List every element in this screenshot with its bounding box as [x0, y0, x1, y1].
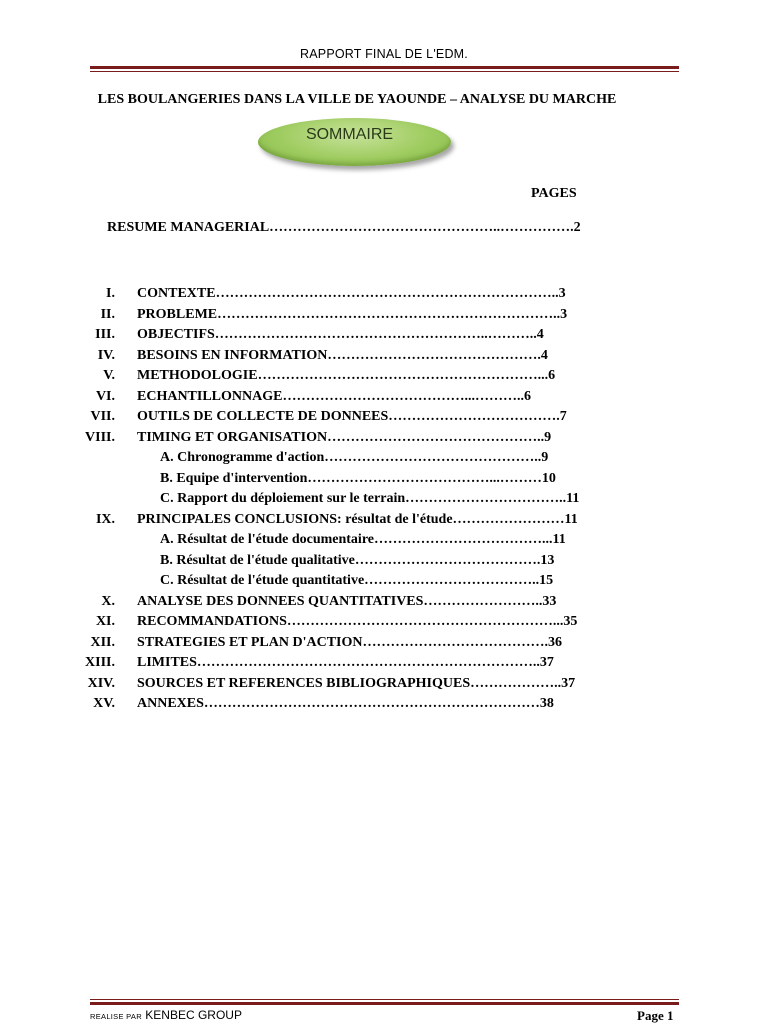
page-number: Page 1 — [637, 1008, 674, 1023]
toc-entry-text: SOURCES ET REFERENCES BIBLIOGRAPHIQUES………………..37 — [137, 675, 576, 691]
toc-entry-text: C. Rapport du déploiement sur le terrain……………………………..11 — [160, 491, 580, 506]
toc-entry-number: V. — [103, 368, 115, 383]
toc-entry-text: RECOMMANDATIONS…………………………………………………...35 — [137, 614, 578, 629]
sommaire-badge — [258, 118, 451, 166]
toc-entry-text: PROBLEME………………………………………………………………..3 — [137, 306, 568, 322]
header-rule-thin — [90, 71, 679, 72]
toc-entry-text: LIMITES………………………………………………………………..37 — [137, 655, 554, 670]
toc-entry-number: VI. — [95, 388, 115, 404]
sommaire-label: SOMMAIRE — [305, 126, 394, 143]
toc-entry-number: IX. — [95, 511, 115, 527]
toc-entry-text: ANNEXES………………………………………………………………38 — [137, 696, 554, 711]
toc-entry-text: OBJECTIFS…………………………………………………..………..4 — [137, 327, 544, 342]
toc-entry-number: I. — [106, 286, 115, 301]
header-rule-thick — [90, 66, 679, 69]
footer-rule-thin — [90, 999, 679, 1000]
toc-summary-entry[interactable]: RESUME MANAGERIAL…………………………………………..…………….2 — [107, 220, 581, 235]
toc-entry-number: VIII. — [85, 429, 115, 445]
footer-company: KENBEC GROUP — [145, 1008, 242, 1022]
toc-entry-text: B. Résultat de l'étude qualitative………………………………….13 — [160, 552, 555, 568]
toc-entry-text: STRATEGIES ET PLAN D'ACTION………………………………….36 — [137, 634, 562, 650]
toc-entry-text: METHODOLOGIE……………………………………………………...6 — [137, 368, 556, 383]
toc-entry-number: X. — [101, 593, 115, 609]
toc-entry-number: IV. — [97, 347, 115, 363]
toc-entry-text: A. Résultat de l'étude documentaire………………………………...11 — [160, 532, 566, 547]
footer-realise-par: REALISE PAR — [90, 1012, 142, 1021]
toc-entry-number: XI. — [95, 614, 115, 629]
footer-rule-thick — [90, 1002, 679, 1005]
toc-entry-number: XV. — [93, 696, 115, 711]
toc-entry-text: PRINCIPALES CONCLUSIONS: résultat de l'étude……………………11 — [137, 511, 578, 527]
toc-entry-number: III. — [95, 327, 115, 342]
toc-entry-text: C. Résultat de l'étude quantitative………………………………..15 — [160, 573, 554, 588]
pages-column-label: PAGES — [531, 186, 577, 201]
footer-credit — [90, 1008, 242, 1022]
toc-entry-number: XIII. — [85, 655, 115, 670]
toc-entry-text: CONTEXTE………………………………………………………………..3 — [137, 286, 566, 301]
toc-entry-number: XII. — [90, 634, 115, 650]
toc-entry-text: B. Equipe d'intervention…………………………………...………10 — [160, 470, 556, 486]
toc-entry-text: ECHANTILLONNAGE…………………………………...………..6 — [137, 388, 531, 404]
toc-entry-text: ANALYSE DES DONNEES QUANTITATIVES……………………..33 — [137, 593, 557, 609]
toc-entry-text: BESOINS EN INFORMATION……………………………………….4 — [137, 347, 548, 363]
toc-entry-text: A. Chronogramme d'action………………………………………..9 — [160, 450, 549, 465]
toc-entry-text: OUTILS DE COLLECTE DE DONNEES……………………………….7 — [137, 409, 567, 424]
toc-entry-number: VII. — [90, 409, 115, 424]
toc-entry-number: II. — [100, 306, 115, 322]
toc-entry-text: TIMING ET ORGANISATION………………………………………..9 — [137, 429, 552, 445]
document-title: LES BOULANGERIES DANS LA VILLE DE YAOUNDE – ANALYSE DU MARCHE — [97, 92, 617, 107]
running-header: RAPPORT FINAL DE L'EDM. — [300, 47, 468, 61]
toc-entry-number: XIV. — [87, 675, 115, 691]
